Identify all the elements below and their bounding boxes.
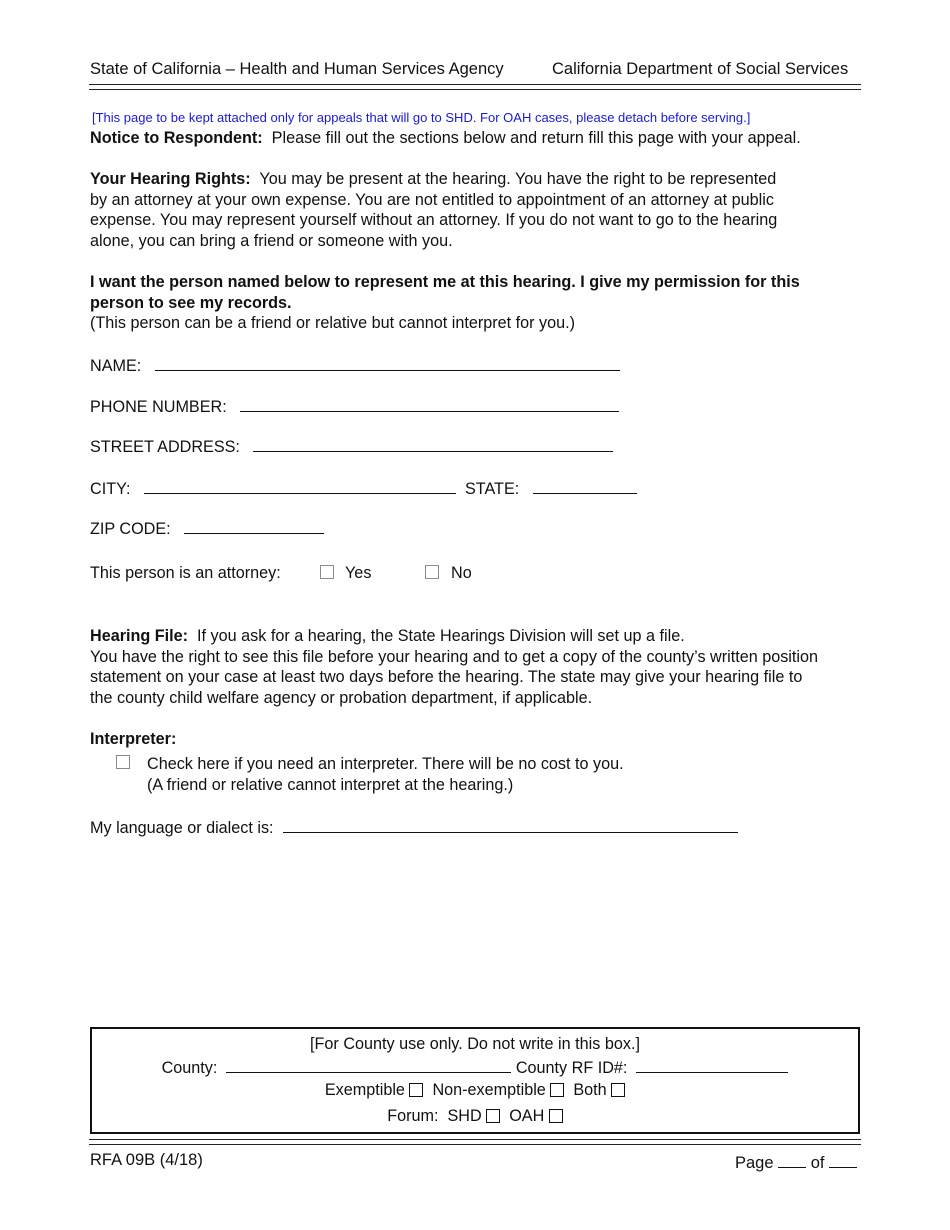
county-use-box: [90, 1027, 860, 1134]
hearing-rights: [90, 169, 862, 251]
hearing-rights-label: Your Hearing Rights:: [90, 170, 251, 188]
attachment-note: [This page to be kept attached only for appeals that will go to SHD. For OAH cases, please detach before serving.]: [92, 110, 751, 125]
hearing-rights-line: You may be present at the hearing. You have the right to be represented: [259, 170, 777, 188]
language-label: My language or dialect is:: [90, 819, 274, 837]
footer-divider: [89, 1139, 861, 1145]
language-field: [90, 816, 738, 838]
hearing-file-line: If you ask for a hearing, the State Hearings Division will set up a file.: [197, 627, 685, 645]
hearing-rights-line: expense. You may represent yourself without an attorney. If you do not want to go to the hearing: [90, 211, 778, 229]
state-input[interactable]: [533, 477, 637, 494]
hearing-file-line: statement on your case at least two days before the hearing. The state may give your hearing file to: [90, 668, 803, 686]
attorney-no-label: No: [451, 564, 472, 582]
interpreter-checkbox[interactable]: [116, 755, 130, 769]
name-input[interactable]: [155, 354, 620, 371]
page-label: Page: [735, 1154, 774, 1172]
page-total-input[interactable]: [829, 1151, 857, 1168]
representative-bold-line: I want the person named below to represent me at this hearing. I give my permission for this: [90, 273, 800, 291]
interpreter-text: [147, 754, 847, 795]
hearing-rights-line: by an attorney at your own expense. You are not entitled to appointment of an attorney at public: [90, 190, 774, 209]
hearing-file-label: Hearing File:: [90, 627, 189, 645]
notice-text: Please fill out the sections below and return fill this page with your appeal.: [271, 129, 801, 147]
phone-field: [90, 395, 619, 417]
both-label: Both: [573, 1081, 607, 1099]
county-rf-label: County RF ID#:: [515, 1059, 628, 1077]
attorney-no-checkbox[interactable]: [425, 565, 439, 579]
interpreter-check-text: Check here if you need an interpreter. There will be no cost to you.: [147, 755, 624, 773]
city-state-field: [90, 477, 637, 499]
form-id: RFA 09B (4/18): [90, 1151, 203, 1169]
header-agency: State of California – Health and Human Services Agency: [90, 60, 504, 78]
county-box-title: [For County use only. Do not write in this box.]: [310, 1035, 640, 1053]
state-label: STATE:: [464, 480, 520, 498]
exemptible-checkbox[interactable]: [409, 1083, 423, 1097]
county-input[interactable]: [226, 1056, 511, 1073]
of-label: of: [810, 1154, 825, 1172]
language-input[interactable]: [283, 816, 738, 833]
hearing-file-line: the county child welfare agency or probation department, if applicable.: [90, 688, 593, 707]
hearing-file-line: You have the right to see this file before your hearing and to get a copy of the county’s written position: [90, 647, 819, 666]
interpreter-label: Interpreter:: [90, 730, 177, 748]
county-rf-input[interactable]: [636, 1056, 788, 1073]
hearing-rights-line: alone, you can bring a friend or someone with you.: [90, 231, 453, 250]
representative-bold-line: person to see my records.: [90, 293, 292, 312]
city-label: CITY:: [90, 480, 131, 498]
street-field: [90, 435, 613, 457]
phone-label: PHONE NUMBER:: [90, 398, 227, 416]
shd-label: SHD: [447, 1107, 482, 1125]
header-divider: [89, 84, 861, 90]
attorney-yes-label: Yes: [345, 564, 372, 582]
exemption-row: [92, 1081, 858, 1100]
zip-input[interactable]: [184, 517, 324, 534]
name-label: NAME:: [90, 357, 142, 375]
shd-checkbox[interactable]: [486, 1109, 500, 1123]
representative-note: (This person can be a friend or relative but cannot interpret for you.): [90, 314, 575, 332]
interpreter-section: [90, 729, 862, 750]
name-field: [90, 354, 620, 376]
non-exemptible-checkbox[interactable]: [550, 1083, 564, 1097]
representative-statement: [90, 272, 862, 334]
exemptible-label: Exemptible: [324, 1081, 405, 1099]
city-input[interactable]: [144, 477, 456, 494]
forum-label: Forum:: [387, 1107, 439, 1125]
attorney-question-label: This person is an attorney:: [90, 564, 281, 582]
both-checkbox[interactable]: [611, 1083, 625, 1097]
forum-row: [92, 1107, 858, 1126]
county-label: County:: [161, 1059, 218, 1077]
interpreter-note: (A friend or relative cannot interpret at the hearing.): [147, 775, 514, 794]
notice-to-respondent: [90, 128, 862, 149]
attorney-yes-checkbox[interactable]: [320, 565, 334, 579]
zip-label: ZIP CODE:: [90, 520, 171, 538]
oah-checkbox[interactable]: [549, 1109, 563, 1123]
street-label: STREET ADDRESS:: [90, 438, 240, 456]
oah-label: OAH: [509, 1107, 545, 1125]
non-exemptible-label: Non-exemptible: [432, 1081, 546, 1099]
zip-field: [90, 517, 324, 539]
page-number-input[interactable]: [778, 1151, 806, 1168]
header-department: California Department of Social Services: [552, 60, 849, 78]
street-input[interactable]: [253, 435, 613, 452]
hearing-file: [90, 626, 862, 708]
page-number: [735, 1151, 857, 1173]
phone-input[interactable]: [240, 395, 619, 412]
county-rf-row: [92, 1056, 858, 1078]
notice-label: Notice to Respondent:: [90, 129, 263, 147]
